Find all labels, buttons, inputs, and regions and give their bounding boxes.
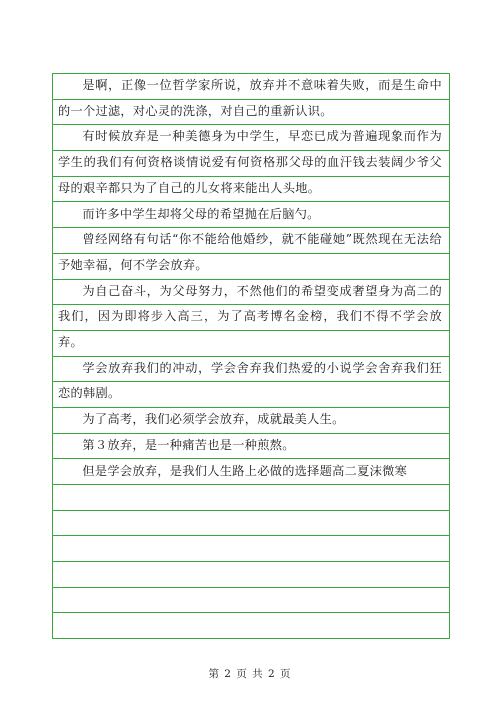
paragraph: 有时候放弃是一种美德身为中学生，早恋已成为普遍现象而作为学生的我们有何资格谈情说爱有何资格那父母的血汗钱去装阔少爷父母的艰辛都只为了自己的儿女将来能出人头地。	[58, 129, 442, 195]
paragraph: 学会放弃我们的冲动，学会舍弃我们热爱的小说学会舍弃我们狂恋的韩剧。	[58, 360, 442, 401]
paragraph: 是啊，正像一位哲学家所说，放弃并不意味着失败，而是生命中的一个过滤，对心灵的洗涤，对自己的重新认识。	[58, 78, 442, 118]
page-number-footer: 第 2 页 共 2 页	[208, 668, 292, 680]
grid-row	[53, 484, 449, 510]
grid-row	[53, 587, 449, 613]
grid-row	[53, 561, 449, 587]
grid-row	[53, 535, 449, 561]
paragraph: 但是学会放弃，是我们人生路上必做的选择题高二夏沫微寒	[82, 463, 408, 478]
paragraph: 为自己奋斗，为父母努力，不然他们的希望变成奢望身为高二的我们，因为即将步入高三，为了高考博名金榜，我们不得不学会放弃。	[58, 283, 442, 350]
paragraph: 为了高考，我们必须学会放弃，成就最美人生。	[82, 412, 345, 427]
paragraph: 第３放弃，是一种痛苦也是一种煎熬。	[82, 437, 295, 452]
grid-row	[53, 612, 449, 638]
paragraph: 曾经网络有句话“你不能给他婚纱，就不能碰她”既然现在无法给予她幸福，何不学会放弃。	[58, 232, 442, 272]
paragraph: 而许多中学生却将父母的希望抛在后脑勺。	[82, 206, 320, 221]
essay-body	[52, 73, 448, 484]
grid-row	[53, 510, 449, 536]
